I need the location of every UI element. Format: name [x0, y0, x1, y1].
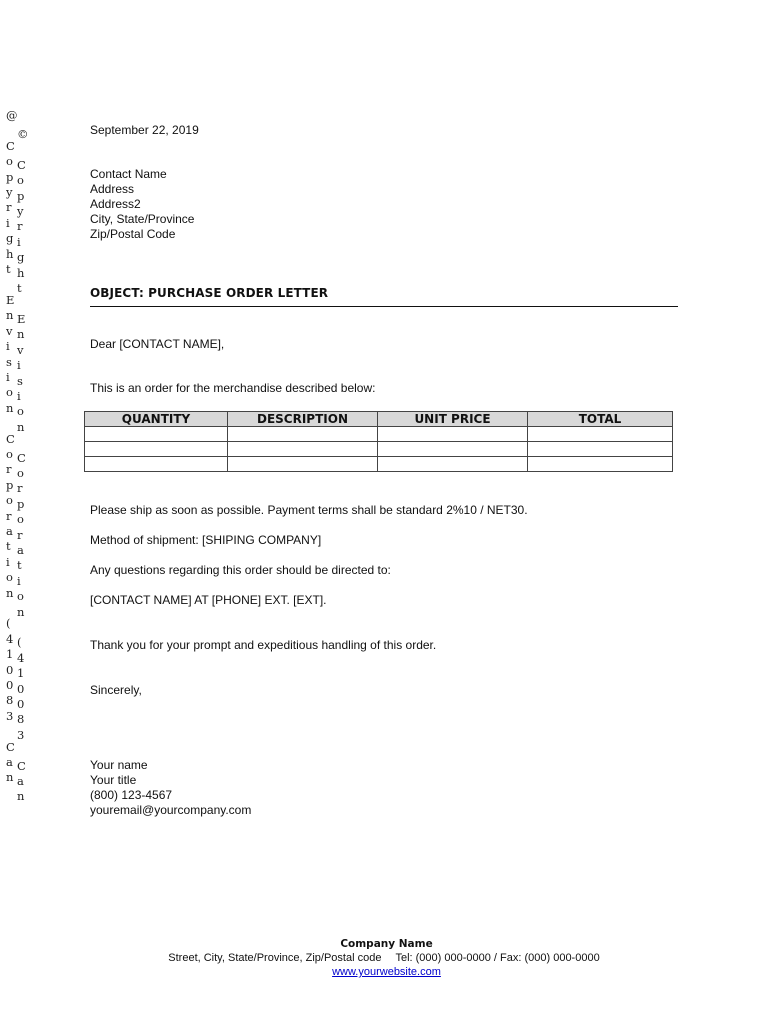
table-header-row [85, 412, 673, 427]
table-row [85, 442, 673, 457]
shipment-method-paragraph: Method of shipment: [SHIPING COMPANY] [90, 533, 322, 547]
table-cell [85, 442, 228, 457]
closing: Sincerely, [90, 683, 142, 697]
signature-block [90, 758, 251, 818]
signature-name: Your name [90, 758, 148, 772]
page-footer [0, 937, 768, 979]
address-line: City, State/Province [90, 212, 195, 226]
recipient-address [90, 167, 194, 242]
intro-paragraph: This is an order for the merchandise described below: [90, 381, 376, 395]
table-cell [378, 427, 528, 442]
questions-paragraph: Any questions regarding this order should be directed to: [90, 563, 391, 577]
order-table [84, 411, 673, 472]
table-cell [378, 442, 528, 457]
signature-email: youremail@yourcompany.com [90, 803, 252, 817]
table-cell [85, 427, 228, 442]
address-line: Address [90, 182, 135, 196]
address-line: Address2 [90, 197, 141, 211]
shipping-terms-paragraph: Please ship as soon as possible. Payment terms shall be standard 2%10 / NET30. [90, 503, 528, 517]
signature-title: Your title [90, 773, 137, 787]
table-cell [228, 427, 378, 442]
watermark-text-column: @ C o p y r i g h t E n v i s i o n C o r p o r a t i o n ( 4 1 0 0 8 3 C a n [6, 108, 18, 785]
table-cell [378, 457, 528, 472]
footer-website-link[interactable]: www.yourwebsite.com [332, 966, 441, 978]
signature-phone: (800) 123-4567 [90, 788, 173, 802]
column-header-quantity: QUANTITY [85, 412, 228, 427]
footer-contact-line [0, 951, 768, 965]
copyright-watermark [6, 108, 32, 930]
letter-date: September 22, 2019 [90, 123, 199, 137]
footer-company-name: Company Name [340, 938, 433, 950]
footer-address: Street, City, State/Province, Zip/Postal code [168, 952, 382, 964]
object-heading: OBJECT: PURCHASE ORDER LETTER [90, 286, 329, 300]
watermark-text-column: © C o p y r i g h t E n v i s i o n C o r p o r a t i o n ( 4 1 0 0 8 3 C a n [17, 127, 29, 804]
address-line: Contact Name [90, 167, 167, 181]
table-cell [528, 427, 673, 442]
table-cell [228, 442, 378, 457]
table-cell [528, 442, 673, 457]
address-line: Zip/Postal Code [90, 227, 176, 241]
heading-divider [90, 306, 678, 307]
greeting: Dear [CONTACT NAME], [90, 337, 225, 351]
contact-paragraph: [CONTACT NAME] AT [PHONE] EXT. [EXT]. [90, 593, 327, 607]
table-cell [85, 457, 228, 472]
table-cell [528, 457, 673, 472]
footer-phone-fax: Tel: (000) 000-0000 / Fax: (000) 000-0000 [395, 952, 600, 964]
column-header-unit-price: UNIT PRICE [378, 412, 528, 427]
table-row [85, 427, 673, 442]
column-header-description: DESCRIPTION [228, 412, 378, 427]
table-row [85, 457, 673, 472]
thanks-paragraph: Thank you for your prompt and expeditious handling of this order. [90, 638, 437, 652]
column-header-total: TOTAL [528, 412, 673, 427]
table-cell [228, 457, 378, 472]
